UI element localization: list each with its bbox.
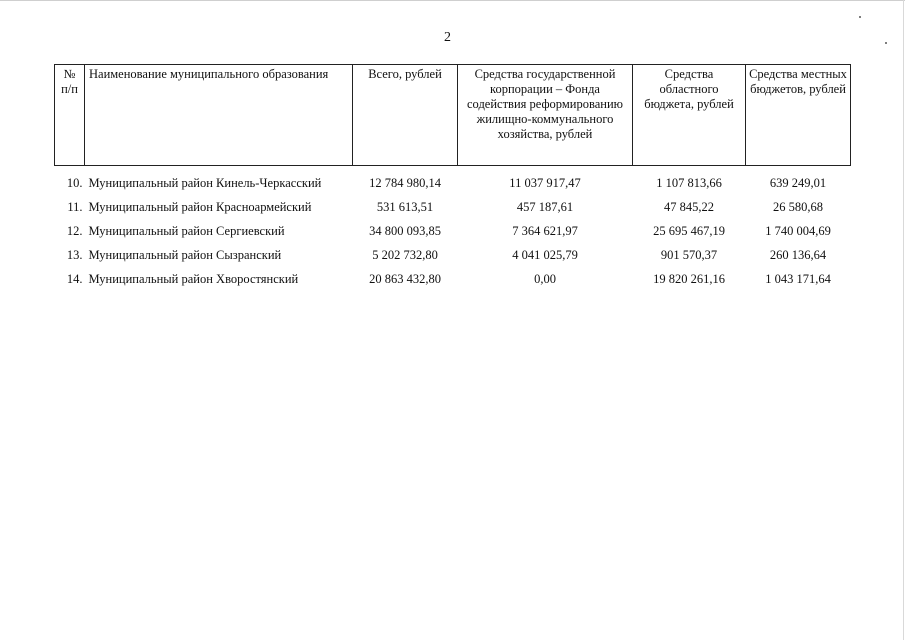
cell-fund: 0,00 xyxy=(534,271,556,286)
cell-fund: 11 037 917,47 xyxy=(509,175,581,190)
cell-total: 5 202 732,80 xyxy=(372,247,438,262)
cell-name: Муниципальный район Сызранский xyxy=(88,247,282,262)
cell-local: 26 580,68 xyxy=(773,199,823,214)
cell-num: 12. xyxy=(66,223,83,238)
cell-name: Муниципальный район Хворостянский xyxy=(88,271,299,286)
table-body xyxy=(55,166,851,292)
cell-total: 20 863 432,80 xyxy=(369,271,441,286)
header-name: Наименование муниципального образования xyxy=(85,65,353,166)
cell-num: 11. xyxy=(67,199,83,214)
cell-name: Муниципальный район Кинель-Черкасский xyxy=(88,175,322,190)
table-row xyxy=(55,166,851,196)
cell-fund: 4 041 025,79 xyxy=(512,247,578,262)
cell-regional: 47 845,22 xyxy=(664,199,714,214)
cell-fund: 7 364 621,97 xyxy=(512,223,578,238)
cell-regional: 19 820 261,16 xyxy=(653,271,725,286)
table-row xyxy=(55,219,851,243)
scan-speck xyxy=(885,42,887,44)
cell-total: 12 784 980,14 xyxy=(369,175,441,190)
page-number: 2 xyxy=(444,30,451,45)
table-header xyxy=(55,65,851,166)
table-row xyxy=(55,243,851,267)
cell-local: 1 740 004,69 xyxy=(765,223,831,238)
cell-fund: 457 187,61 xyxy=(516,199,574,214)
cell-total: 531 613,51 xyxy=(376,199,434,214)
header-fund: Средства государственной корпорации – Фонда содействия реформированию жилищно-коммунального хозяйства, рублей xyxy=(458,65,633,166)
header-regional: Средства областного бюджета, рублей xyxy=(633,65,746,166)
cell-num: 13. xyxy=(66,247,83,262)
table-row xyxy=(55,267,851,291)
header-local: Средства местных бюджетов, рублей xyxy=(746,65,851,166)
scan-speck xyxy=(859,16,861,18)
allocation-table xyxy=(54,64,851,291)
cell-regional: 25 695 467,19 xyxy=(653,223,725,238)
cell-name: Муниципальный район Красноармейский xyxy=(88,199,312,214)
scan-top-edge xyxy=(0,0,905,1)
cell-regional: 901 570,37 xyxy=(660,247,718,262)
table-header-row xyxy=(55,65,851,166)
scan-right-edge xyxy=(903,0,904,640)
header-total: Всего, рублей xyxy=(353,65,458,166)
cell-local: 639 249,01 xyxy=(769,175,827,190)
cell-num: 14. xyxy=(66,271,83,286)
header-num: № п/п xyxy=(55,65,85,166)
cell-local: 1 043 171,64 xyxy=(765,271,831,286)
cell-regional: 1 107 813,66 xyxy=(656,175,722,190)
cell-num: 10. xyxy=(66,175,83,190)
cell-local: 260 136,64 xyxy=(769,247,827,262)
table-row xyxy=(55,195,851,219)
cell-name: Муниципальный район Сергиевский xyxy=(88,223,285,238)
cell-total: 34 800 093,85 xyxy=(369,223,441,238)
